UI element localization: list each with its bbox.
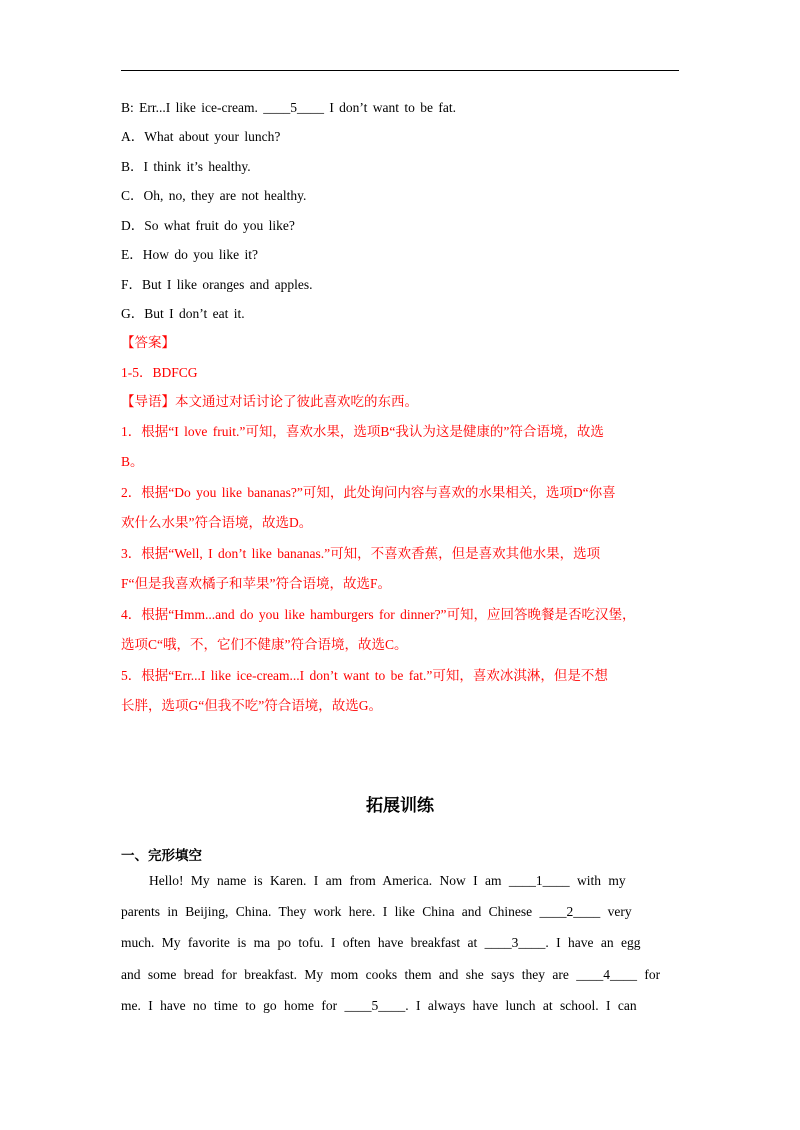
option-f: F．But I like oranges and apples.	[121, 277, 313, 292]
passage-line: Hello! My name is Karen. I am from America. Now I am ____1____ with my	[149, 873, 626, 888]
explanation-line: 1．根据“I love fruit.”可知，喜欢水果，选项B“我认为这是健康的”符合语境，故选	[121, 424, 604, 439]
explanation-line: F“但是我喜欢橘子和苹果”符合语境，故选F。	[121, 576, 391, 591]
header-rule	[121, 70, 679, 71]
section-title: 一、完形填空	[121, 848, 202, 864]
explanation-line: 长胖，选项G“但我不吃”符合语境，故选G。	[121, 698, 382, 713]
option-d: D．So what fruit do you like?	[121, 218, 295, 233]
answer-value: 1-5．BDFCG	[121, 365, 198, 380]
option-e: E．How do you like it?	[121, 247, 258, 262]
passage-line: much. My favorite is ma po tofu. I often have breakfast at ____3____. I have an egg	[121, 935, 641, 950]
passage-line: and some bread for breakfast. My mom cooks them and she says they are ____4____ for	[121, 967, 661, 982]
explanation-line: 欢什么水果”符合语境，故选D。	[121, 515, 313, 530]
passage-line: parents in Beijing, China. They work here. I like China and Chinese ____2____ very	[121, 904, 632, 919]
passage-line: me. I have no time to go home for ____5____. I always have lunch at school. I can	[121, 998, 637, 1013]
answer-guide: 【导语】本文通过对话讨论了彼此喜欢吃的东西。	[121, 394, 418, 409]
option-a: A．What about your lunch?	[121, 129, 281, 144]
explanation-line: B。	[121, 454, 144, 469]
explanation-line: 选项C“哦，不，它们不健康”符合语境，故选C。	[121, 637, 408, 652]
explanation-line: 3．根据“Well, I don’t like bananas.”可知，不喜欢香蕉，但是喜欢其他水果，选项	[121, 546, 601, 561]
explanation-line: 5．根据“Err...I like ice-cream...I don’t want to be fat.”可知，喜欢冰淇淋，但是不想	[121, 668, 608, 683]
option-b: B．I think it’s healthy.	[121, 159, 251, 174]
answer-label: 【答案】	[121, 335, 175, 350]
extension-heading: 拓展训练	[366, 796, 434, 816]
explanation-line: 2．根据“Do you like bananas?”可知，此处询问内容与喜欢的水果相关，选项D“你喜	[121, 485, 616, 500]
explanation-line: 4．根据“Hmm...and do you like hamburgers for dinner?”可知，应回答晚餐是否吃汉堡，	[121, 607, 636, 622]
option-c: C．Oh, no, they are not healthy.	[121, 188, 307, 203]
option-g: G．But I don’t eat it.	[121, 306, 245, 321]
dialogue-line-b: B: Err...I like ice-cream. ____5____ I don’t want to be fat.	[121, 100, 457, 115]
